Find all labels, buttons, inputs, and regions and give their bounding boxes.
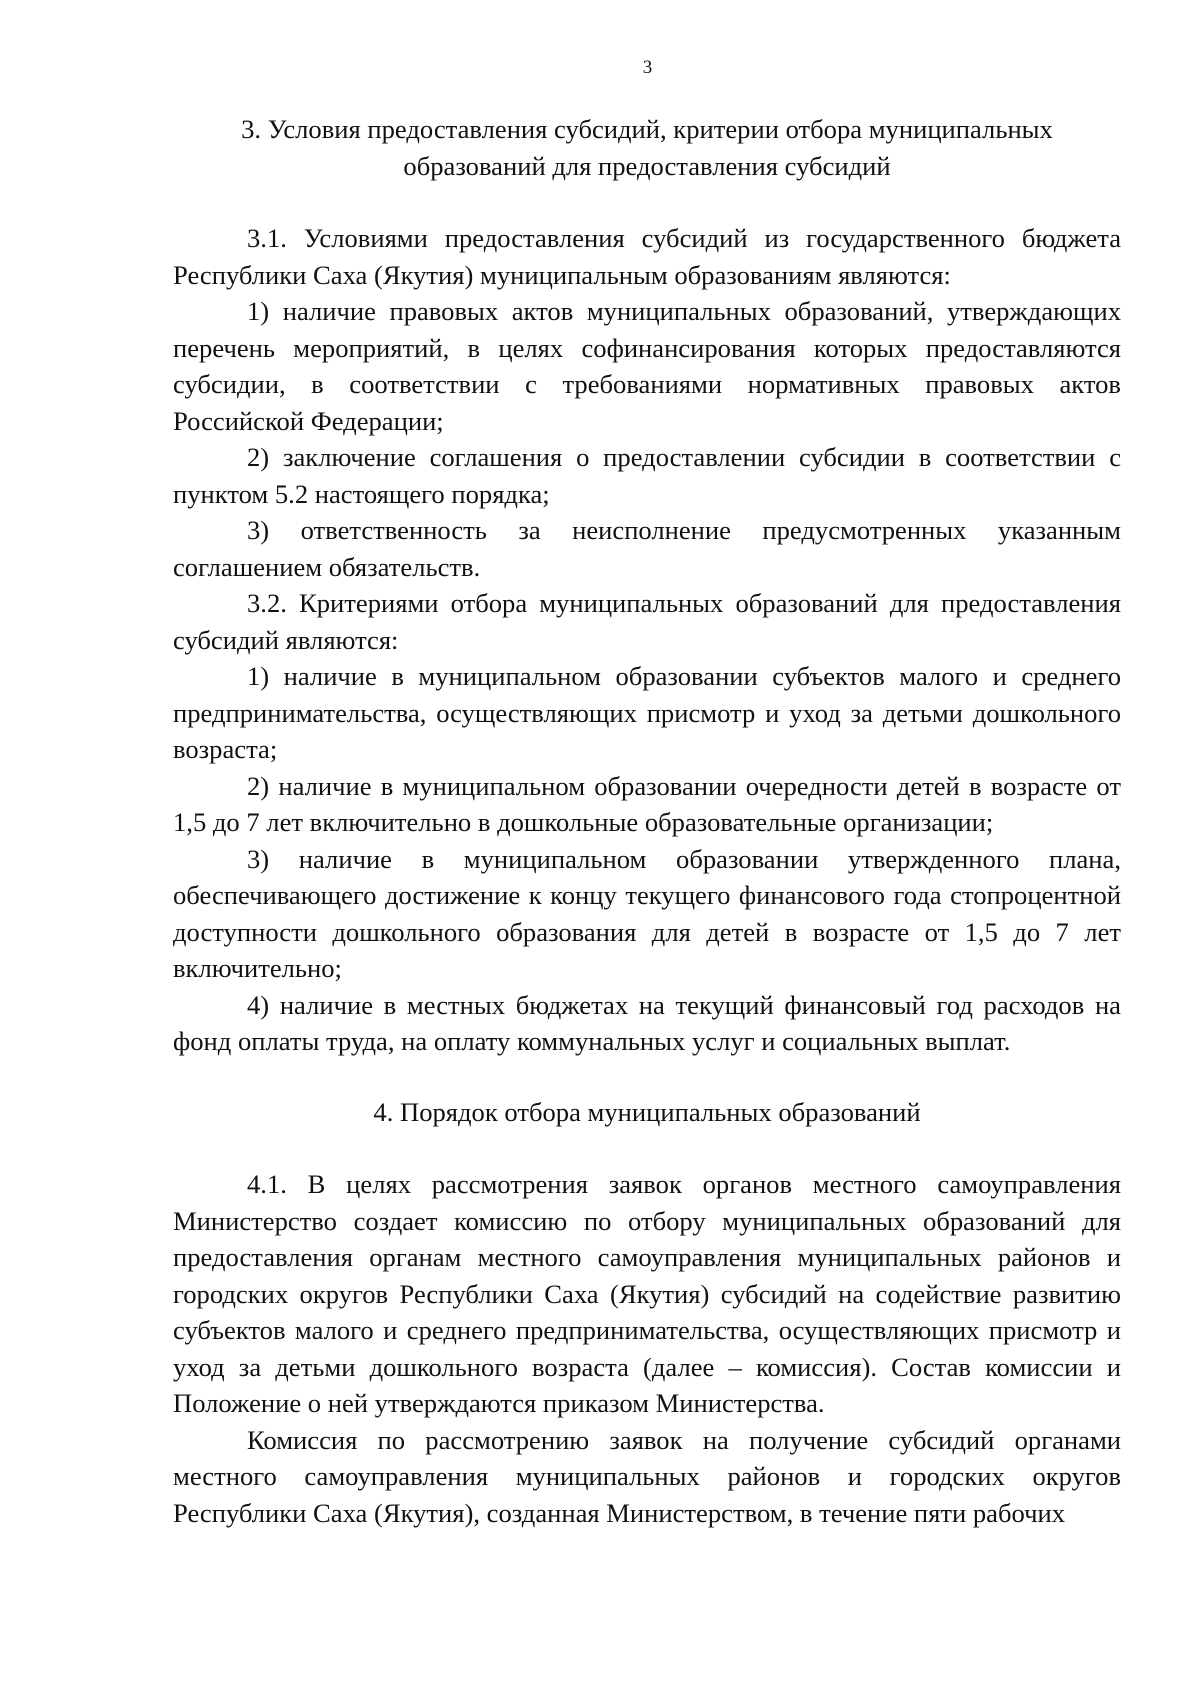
document-body <box>173 111 1121 1531</box>
paragraph-3-2-item-3: 3) наличие в муниципальном образовании утвержденного плана, обеспечивающего достижение к концу текущего финансового года стопроцентной доступности дошкольного образования для детей в возрасте от 1,5 до 7 лет включительно; <box>173 843 1121 983</box>
section-3-title: 3. Условия предоставления субсидий, критерии отбора муниципальных образований для предоставления субсидий <box>241 114 1053 181</box>
paragraph-3-1-item-1: 1) наличие правовых актов муниципальных образований, утверждающих перечень мероприятий, в целях софинансирования которых предоставляются субсидии, в соответствии с требованиями нормативных правовых актов Российской Федерации; <box>173 296 1121 436</box>
paragraph-3-1-item-3: 3) ответственность за неисполнение предусмотренных указанным соглашением обязательств. <box>173 515 1121 582</box>
spacer <box>173 184 1121 220</box>
paragraph-3-2-item-1: 1) наличие в муниципальном образовании субъектов малого и среднего предпринимательства, осуществляющих присмотр и уход за детьми дошкольного возраста; <box>173 661 1121 764</box>
page-number: 3 <box>642 57 653 78</box>
paragraph-3-2-item-4: 4) наличие в местных бюджетах на текущий финансовый год расходов на фонд оплаты труда, на оплату коммунальных услуг и социальных выплат. <box>173 989 1121 1056</box>
spacer <box>173 1130 1121 1166</box>
section-4-title: 4. Порядок отбора муниципальных образований <box>373 1096 921 1127</box>
paragraph-3-2: 3.2. Критериями отбора муниципальных образований для предоставления субсидий являются: <box>173 588 1121 655</box>
spacer <box>173 1060 1121 1094</box>
paragraph-3-1-item-2: 2) заключение соглашения о предоставлении субсидии в соответствии с пунктом 5.2 настоящего порядка; <box>173 442 1121 509</box>
paragraph-4-1-continued: Комиссия по рассмотрению заявок на получение субсидий органами местного самоуправления муниципальных районов и городских округов Республики Саха (Якутия), созданная Министерством, в течение пяти рабочих <box>173 1424 1121 1528</box>
paragraph-3-1: 3.1. Условиями предоставления субсидий из государственного бюджета Республики Саха (Якутия) муниципальным образованиям являются: <box>173 223 1121 290</box>
paragraph-3-2-item-2: 2) наличие в муниципальном образовании очередности детей в возрасте от 1,5 до 7 лет включительно в дошкольные образовательные организации; <box>173 770 1121 837</box>
paragraph-4-1: 4.1. В целях рассмотрения заявок органов местного самоуправления Министерство создает комиссию по отбору муниципальных образований для предоставления органам местного самоуправления муниципальных районов и городских округов Республики Саха (Якутия) субсидий на содействие развитию субъектов малого и среднего предпринимательства, осуществляющих присмотр и уход за детьми дошкольного возраста (далее – комиссия). Состав комиссии и Положение о ней утверждаются приказом Министерства. <box>173 1169 1121 1418</box>
